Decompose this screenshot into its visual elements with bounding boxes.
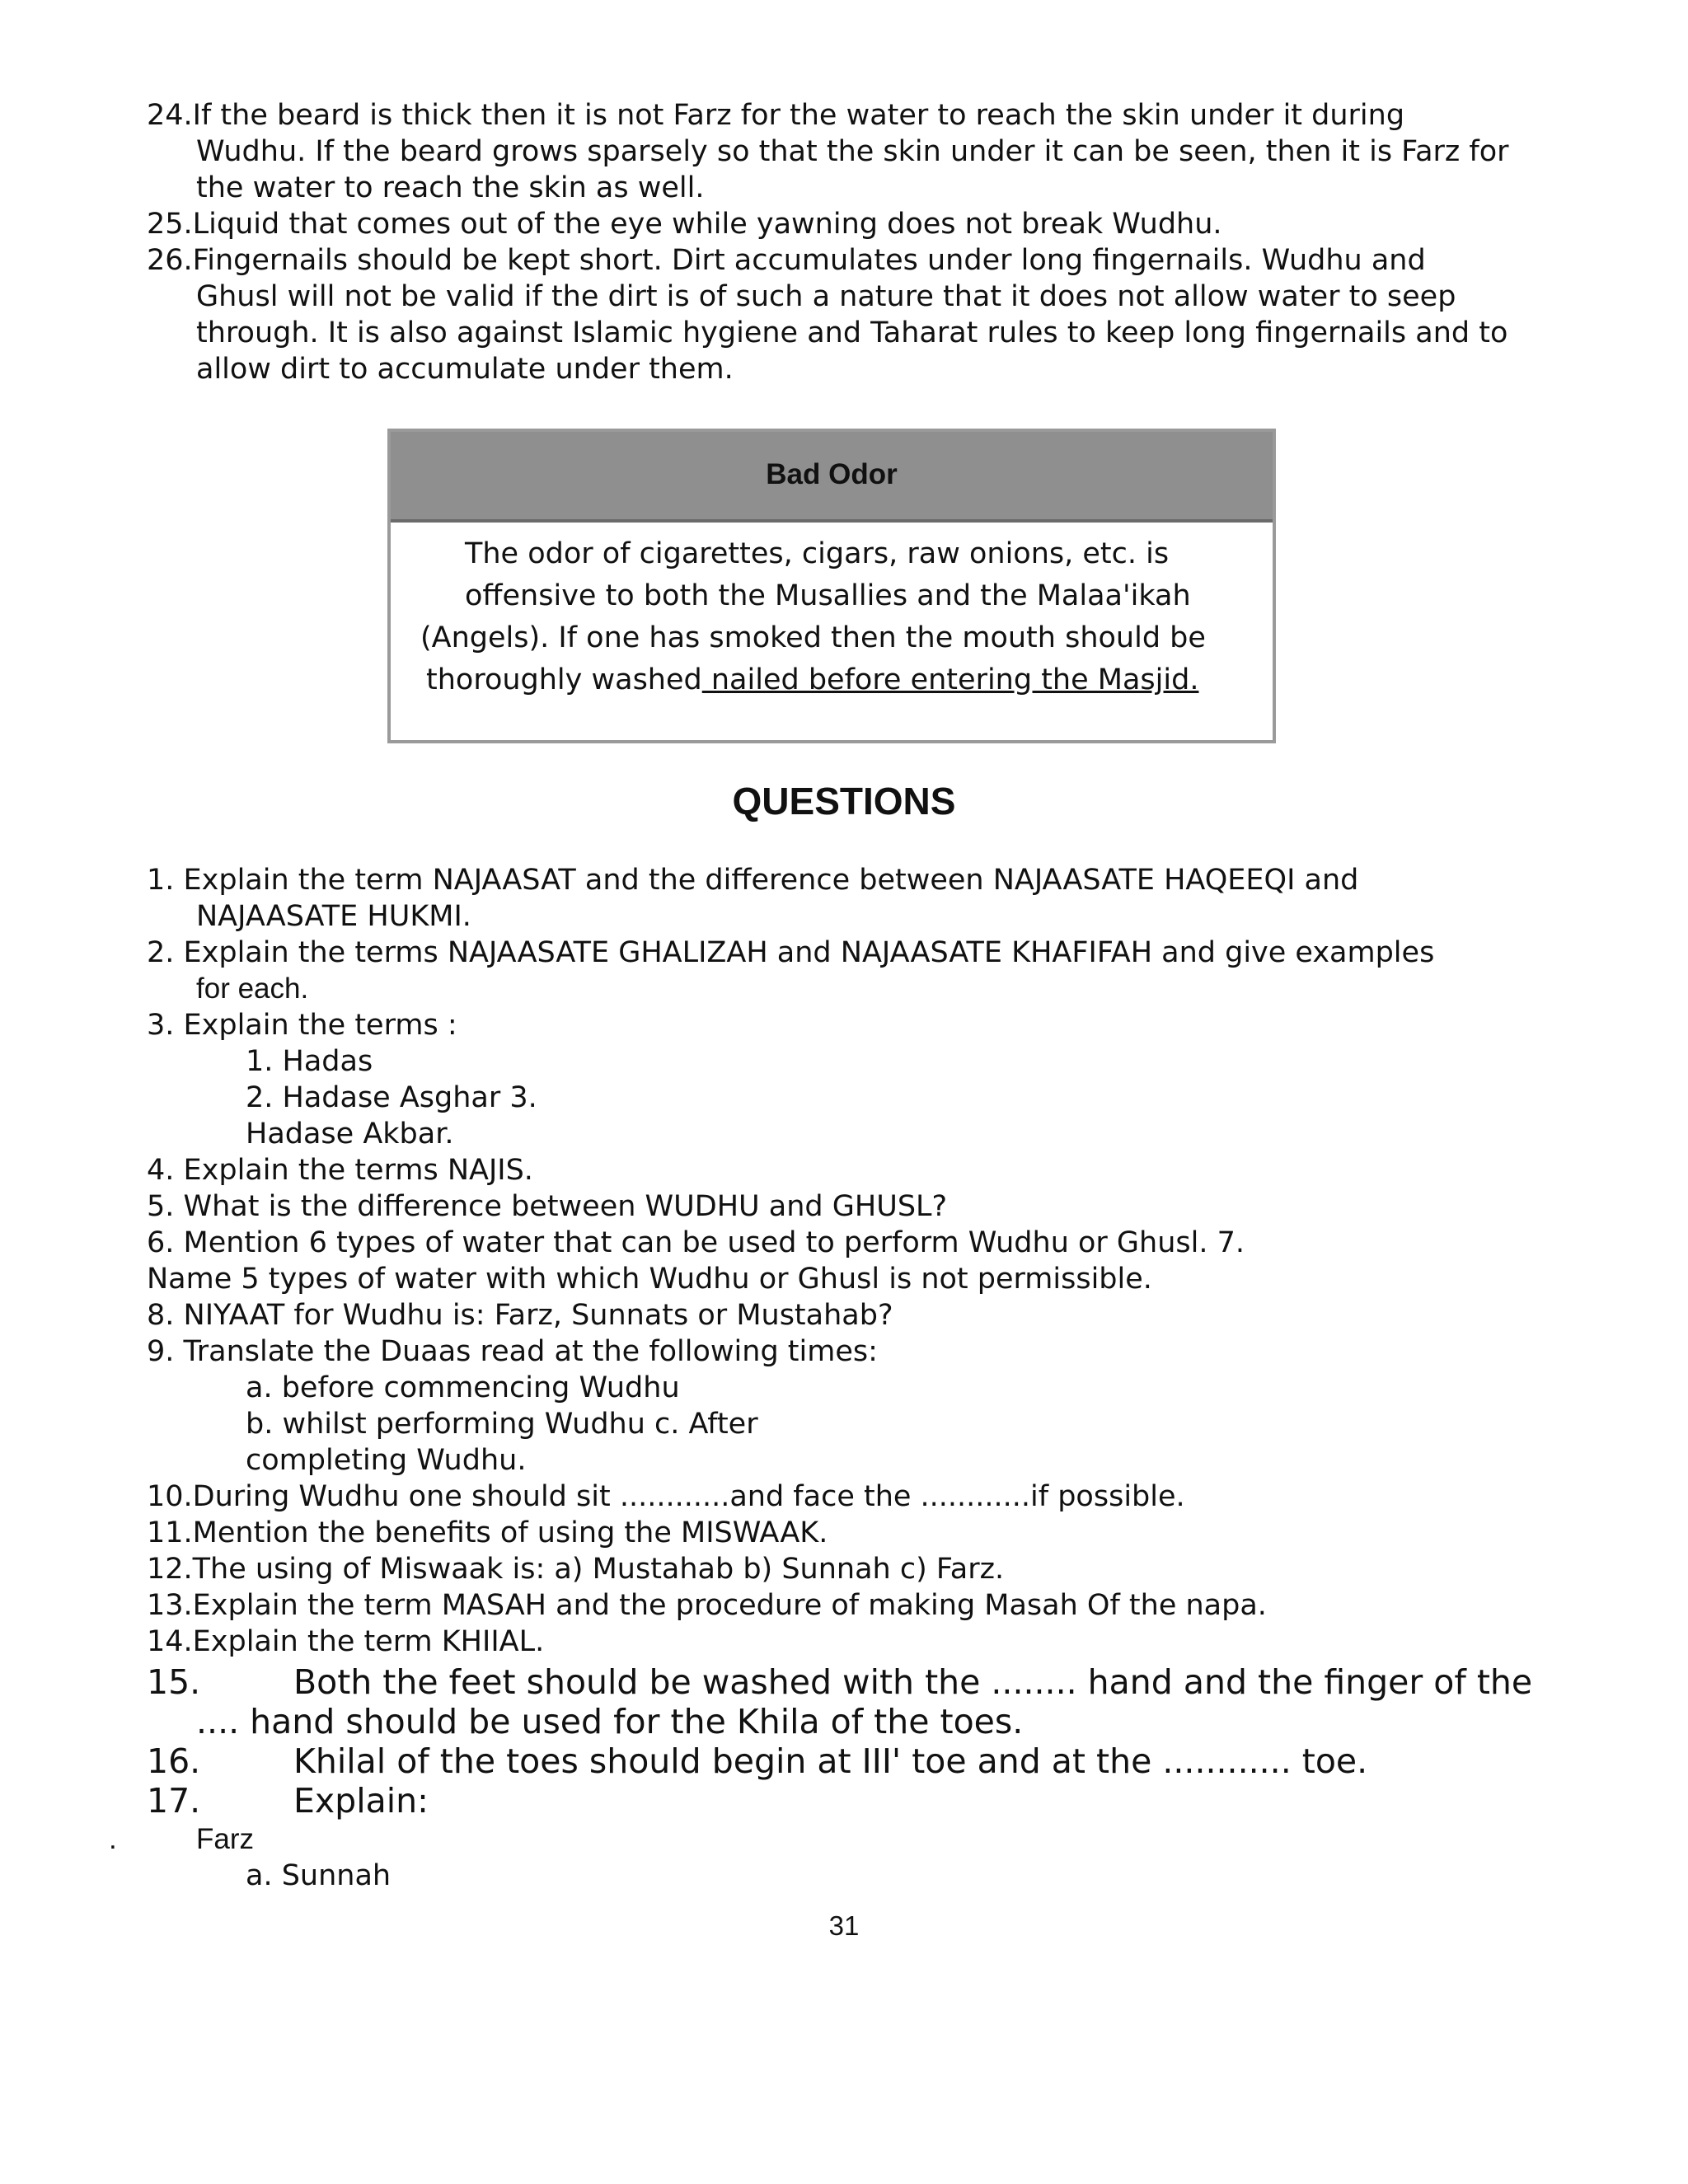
question-3-sub-2: 2. Hadase Asghar 3.: [246, 1081, 537, 1114]
question-10: 10.During Wudhu one should sit ............and face the ............if possible.: [147, 1480, 1185, 1513]
question-16-number: 16.: [147, 1741, 201, 1781]
question-1-line-2: NAJAASATE HUKMI.: [196, 900, 471, 933]
question-2-line-2: for each.: [196, 972, 309, 1005]
bad-odor-box-header: [391, 432, 1273, 523]
question-8: 8. NIYAAT for Wudhu is: Farz, Sunnats or Mustahab?: [147, 1299, 893, 1332]
bad-odor-box: [387, 429, 1276, 743]
item-26-line-4: allow dirt to accumulate under them.: [196, 353, 734, 386]
question-3-sub-1: 1. Hadas: [246, 1045, 373, 1078]
item-24-line-2: Wudhu. If the beard grows sparsely so that the skin under it can be seen, then it is Farz for: [196, 135, 1509, 168]
question-4: 4. Explain the terms NAJIS.: [147, 1154, 533, 1187]
question-9-sub-a: a. before commencing Wudhu: [246, 1371, 680, 1404]
bad-odor-line-4-underlined: nailed before entering the Masjid.: [701, 663, 1199, 696]
question-15-number: 15.: [147, 1662, 201, 1702]
item-24-line-3: the water to reach the skin as well.: [196, 171, 705, 204]
question-13: 13.Explain the term MASAH and the procedure of making Masah Of the napa.: [147, 1589, 1267, 1622]
bullet-dot: .: [109, 1823, 117, 1855]
question-7: Name 5 types of water with which Wudhu or Ghusl is not permissible.: [147, 1263, 1152, 1296]
sub-item-sunnah: a. Sunnah: [246, 1859, 392, 1892]
question-3-sub-3: Hadase Akbar.: [246, 1118, 454, 1151]
bad-odor-title: Bad Odor: [766, 458, 898, 490]
item-26-line-1: 26.Fingernails should be kept short. Dirt accumulates under long fingernails. Wudhu and: [147, 244, 1426, 277]
page-number: 31: [828, 1910, 860, 1941]
item-25-line-1: 25.Liquid that comes out of the eye while yawning does not break Wudhu.: [147, 208, 1222, 241]
questions-heading: QUESTIONS: [732, 780, 956, 823]
sub-item-farz: Farz: [196, 1823, 254, 1855]
question-16: Khilal of the toes should begin at III' toe and at the ............ toe.: [293, 1741, 1368, 1781]
item-26-line-3: through. It is also against Islamic hygiene and Taharat rules to keep long fingernails and to: [196, 316, 1508, 349]
question-14: 14.Explain the term KHIIAL.: [147, 1625, 545, 1658]
question-17: Explain:: [293, 1781, 429, 1821]
question-2-line-1: 2. Explain the terms NAJAASATE GHALIZAH and NAJAASATE KHAFIFAH and give examples: [147, 936, 1435, 969]
bad-odor-line-3: (Angels). If one has smoked then the mouth should be: [420, 621, 1206, 654]
bad-odor-line-2: offensive to both the Musallies and the Malaa'ikah: [465, 579, 1191, 612]
question-9-sub-b: b. whilst performing Wudhu c. After: [246, 1408, 758, 1441]
question-3: 3. Explain the terms :: [147, 1009, 457, 1042]
bad-odor-line-4-plain: thoroughly washed: [426, 663, 702, 696]
bad-odor-line-4: [426, 662, 1198, 698]
question-1-line-1: 1. Explain the term NAJAASAT and the difference between NAJAASATE HAQEEQI and: [147, 864, 1359, 897]
question-5: 5. What is the difference between WUDHU and GHUSL?: [147, 1190, 948, 1223]
question-15-line-2: .... hand should be used for the Khila of the toes.: [196, 1702, 1024, 1741]
item-24-line-1: 24.If the beard is thick then it is not Farz for the water to reach the skin under it during: [147, 99, 1405, 132]
question-15-line-1: Both the feet should be washed with the ........ hand and the finger of the: [293, 1662, 1533, 1702]
question-12: 12.The using of Miswaak is: a) Mustahab b) Sunnah c) Farz.: [147, 1553, 1005, 1586]
bad-odor-line-1: The odor of cigarettes, cigars, raw onions, etc. is: [465, 537, 1170, 570]
question-17-number: 17.: [147, 1781, 201, 1821]
question-11: 11.Mention the benefits of using the MISWAAK.: [147, 1516, 828, 1549]
question-9-sub-c: completing Wudhu.: [246, 1444, 527, 1477]
item-26-line-2: Ghusl will not be valid if the dirt is of such a nature that it does not allow water to seep: [196, 280, 1456, 313]
question-6: 6. Mention 6 types of water that can be used to perform Wudhu or Ghusl. 7.: [147, 1226, 1245, 1259]
question-9: 9. Translate the Duaas read at the following times:: [147, 1335, 878, 1368]
